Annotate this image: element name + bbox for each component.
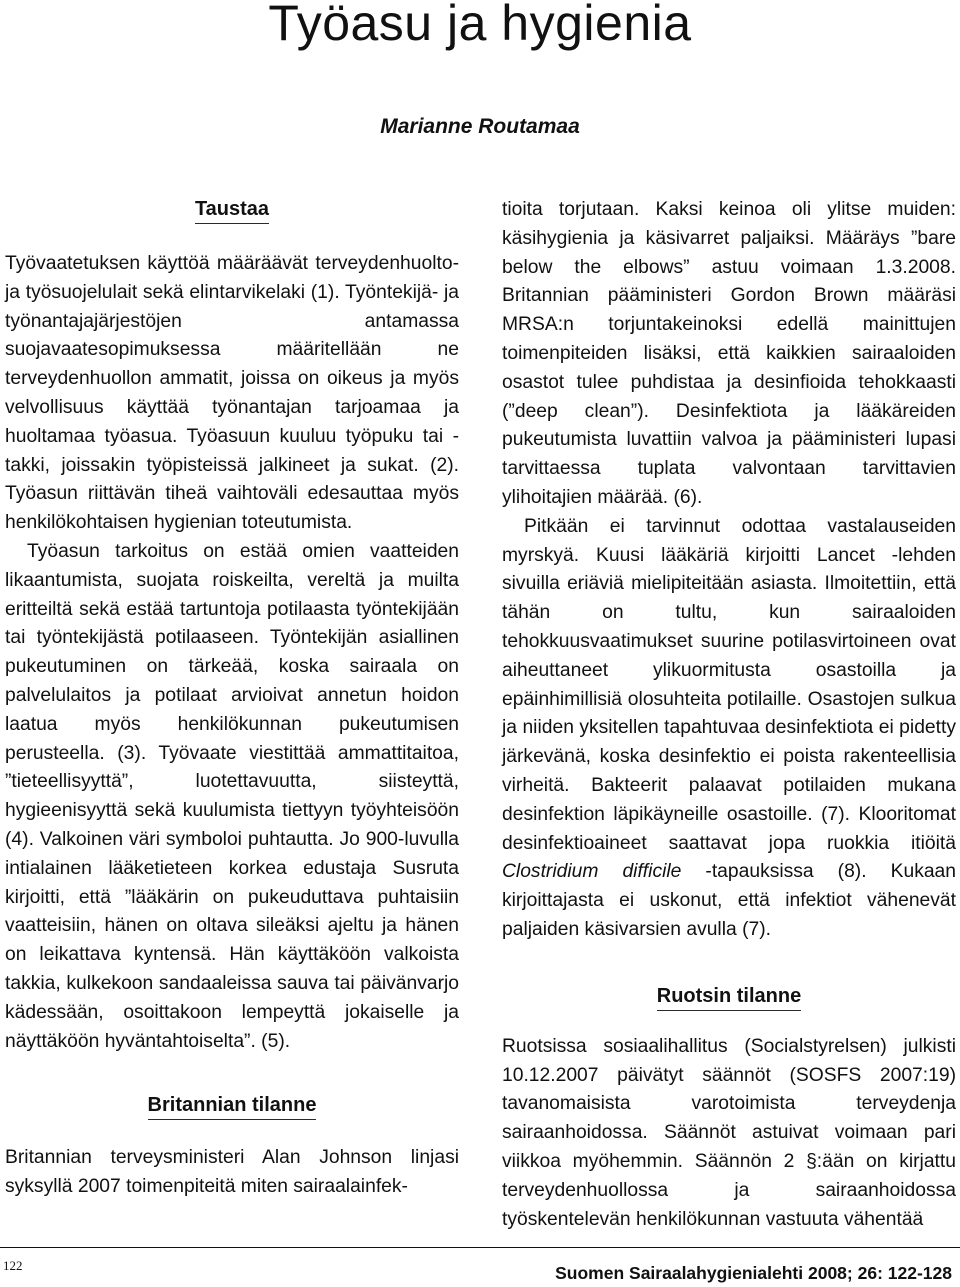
- paragraph: Britannian terveysministeri Alan Johnson linjasi syksyllä 2007 toimenpiteitä miten sairaalainfek-: [5, 1147, 459, 1198]
- section-heading-ruotsin-tilanne: Ruotsin tilanne: [657, 983, 801, 1011]
- page-number: 122: [3, 1258, 23, 1273]
- paragraph: Ruotsissa sosiaalihallitus (Socialstyrelsen) julkisti 10.12.2007 päivätyt säännöt (SOSFS 2007:19) tavanomaisista varotoimista terveydenja sairaanhoidossa. Säännöt astuivat voimaan pari viikkoa myöhemmin. Säännön 2 §:ään on kirjattu terveydenhuollossa ja sairaanhoidossa työskentelevän henkilökunnan vastuuta vähentää: [502, 1035, 956, 1230]
- footer-divider: [0, 1247, 960, 1248]
- journal-citation: Suomen Sairaalahygienialehti 2008; 26: 122-128: [555, 1263, 952, 1283]
- section-heading-taustaa: Taustaa: [195, 196, 269, 224]
- left-column: [5, 196, 459, 1202]
- paragraph: [502, 513, 956, 945]
- species-name: Clostridium difficile: [502, 861, 682, 883]
- article-title: Työasu ja hygienia: [268, 0, 692, 51]
- paragraph: Työasun tarkoitus on estää omien vaatteiden likaantumista, suojata roiskeilta, vereltä ja muilta eritteiltä sekä estää tartuntoja potilaasta työntekijään tai työntekijästä potilaaseen. Työntekijän asiallinen pukeutuminen on tärkeää, koska sairaala on palvelulaitos ja potilaat arvioivat annetun hoidon laatua myös henkilökunnan pukeutumisen perusteella. (3). Työvaate viestittää ammattitaitoa, ”tieteellisyyttä”, luotettavuutta, siisteyttä, hygieenisyyttä sekä kuulumista tiettyyn työyhteisöön (4). Valkoinen väri symboloi puhtautta. Jo 900-luvulla intialainen lääketieteen korkea edustaja Susruta kirjoitti, että ”lääkärin on pukeuduttava puhtaisiin vaatteisiin, hänen on oltava sileäksi ajeltu ja hänen on leikattava kyntensä. Hän käyttäköön valkoista takkia, kulkekoon sandaaleissa sauva tai päivänvarjo kädessään, osoittakoon lempeyttä jokaiselle ja näyttäköön hyväntahtoiselta”. (5).: [5, 540, 459, 1052]
- paragraph-text: -tapauksissa (8). Kukaan kirjoittajasta ei uskonut, että infektiot vähenevät paljaiden käsivarsien avulla (7).: [502, 861, 956, 940]
- right-column: [502, 196, 956, 1234]
- paragraph: tioita torjutaan. Kaksi keinoa oli ylitse muiden: käsihygienia ja käsivarret paljaiksi. Määräys ”bare below the elbows” astuu voimaan 1.3.2008. Britannian pääministeri Gordon Brown määräsi MRSA:n torjuntakeinoksi edellä mainittujen toimenpiteiden lisäksi, että kaikkien sairaaloiden osastot tulee puhdistaa ja desinfioida tehokkaasti (”deep clean”). Desinfektiota ja lääkäreiden pukeutumista luvattiin valvoa ja pääministeri lupasi tarvittaessa tuplata valvontaan tarvittavien ylihoitajien määrää. (6).: [502, 199, 956, 508]
- section-heading-britannian-tilanne: Britannian tilanne: [148, 1092, 317, 1120]
- paragraph-text: Pitkään ei tarvinnut odottaa vastalauseiden myrskyä. Kuusi lääkäriä kirjoitti Lancet -lehden sivuilla eriäviä mielipiteitään asiasta. Ilmoitettiin, että tähän on tultu, kun sairaaloiden tehokkuusvaatimukset suurine potilasvirtoineen ovat aiheuttaneet ylikuormitusta osastoilla ja epäinhimillisiä olosuhteita potilaille. Osastojen sulkua ja niiden yksitellen tapahtuvaa desinfektiota ei pidetty järkevänä, koska desinfektio ei poista rakenteellisia virheitä. Bakteerit palaavat potilaiden mukana desinfektion läpikäyneille osastoille. (7). Klooritomat desinfektioaineet saattavat jopa ruokkia itiöitä: [502, 515, 956, 854]
- paragraph: Työvaatetuksen käyttöä määräävät terveydenhuolto- ja työsuojelulait sekä elintarvikelaki (1). Työntekijä- ja työnantajajärjestöjen antamassa suojavaatesopimuksessa määritellään ne terveydenhuollon ammatit, joissa on oikeus ja myös velvollisuus käyttää työnantajan tarjoamaa ja huoltamaa työasua. Työasuun kuuluu työpuku tai -takki, joissakin työpisteissä jalkineet ja sukat. (2). Työasun riittävän tiheä vaihtoväli edesauttaa myös henkilökohtaisen hygienian toteutumista.: [5, 253, 459, 534]
- article-author: Marianne Routamaa: [380, 115, 580, 138]
